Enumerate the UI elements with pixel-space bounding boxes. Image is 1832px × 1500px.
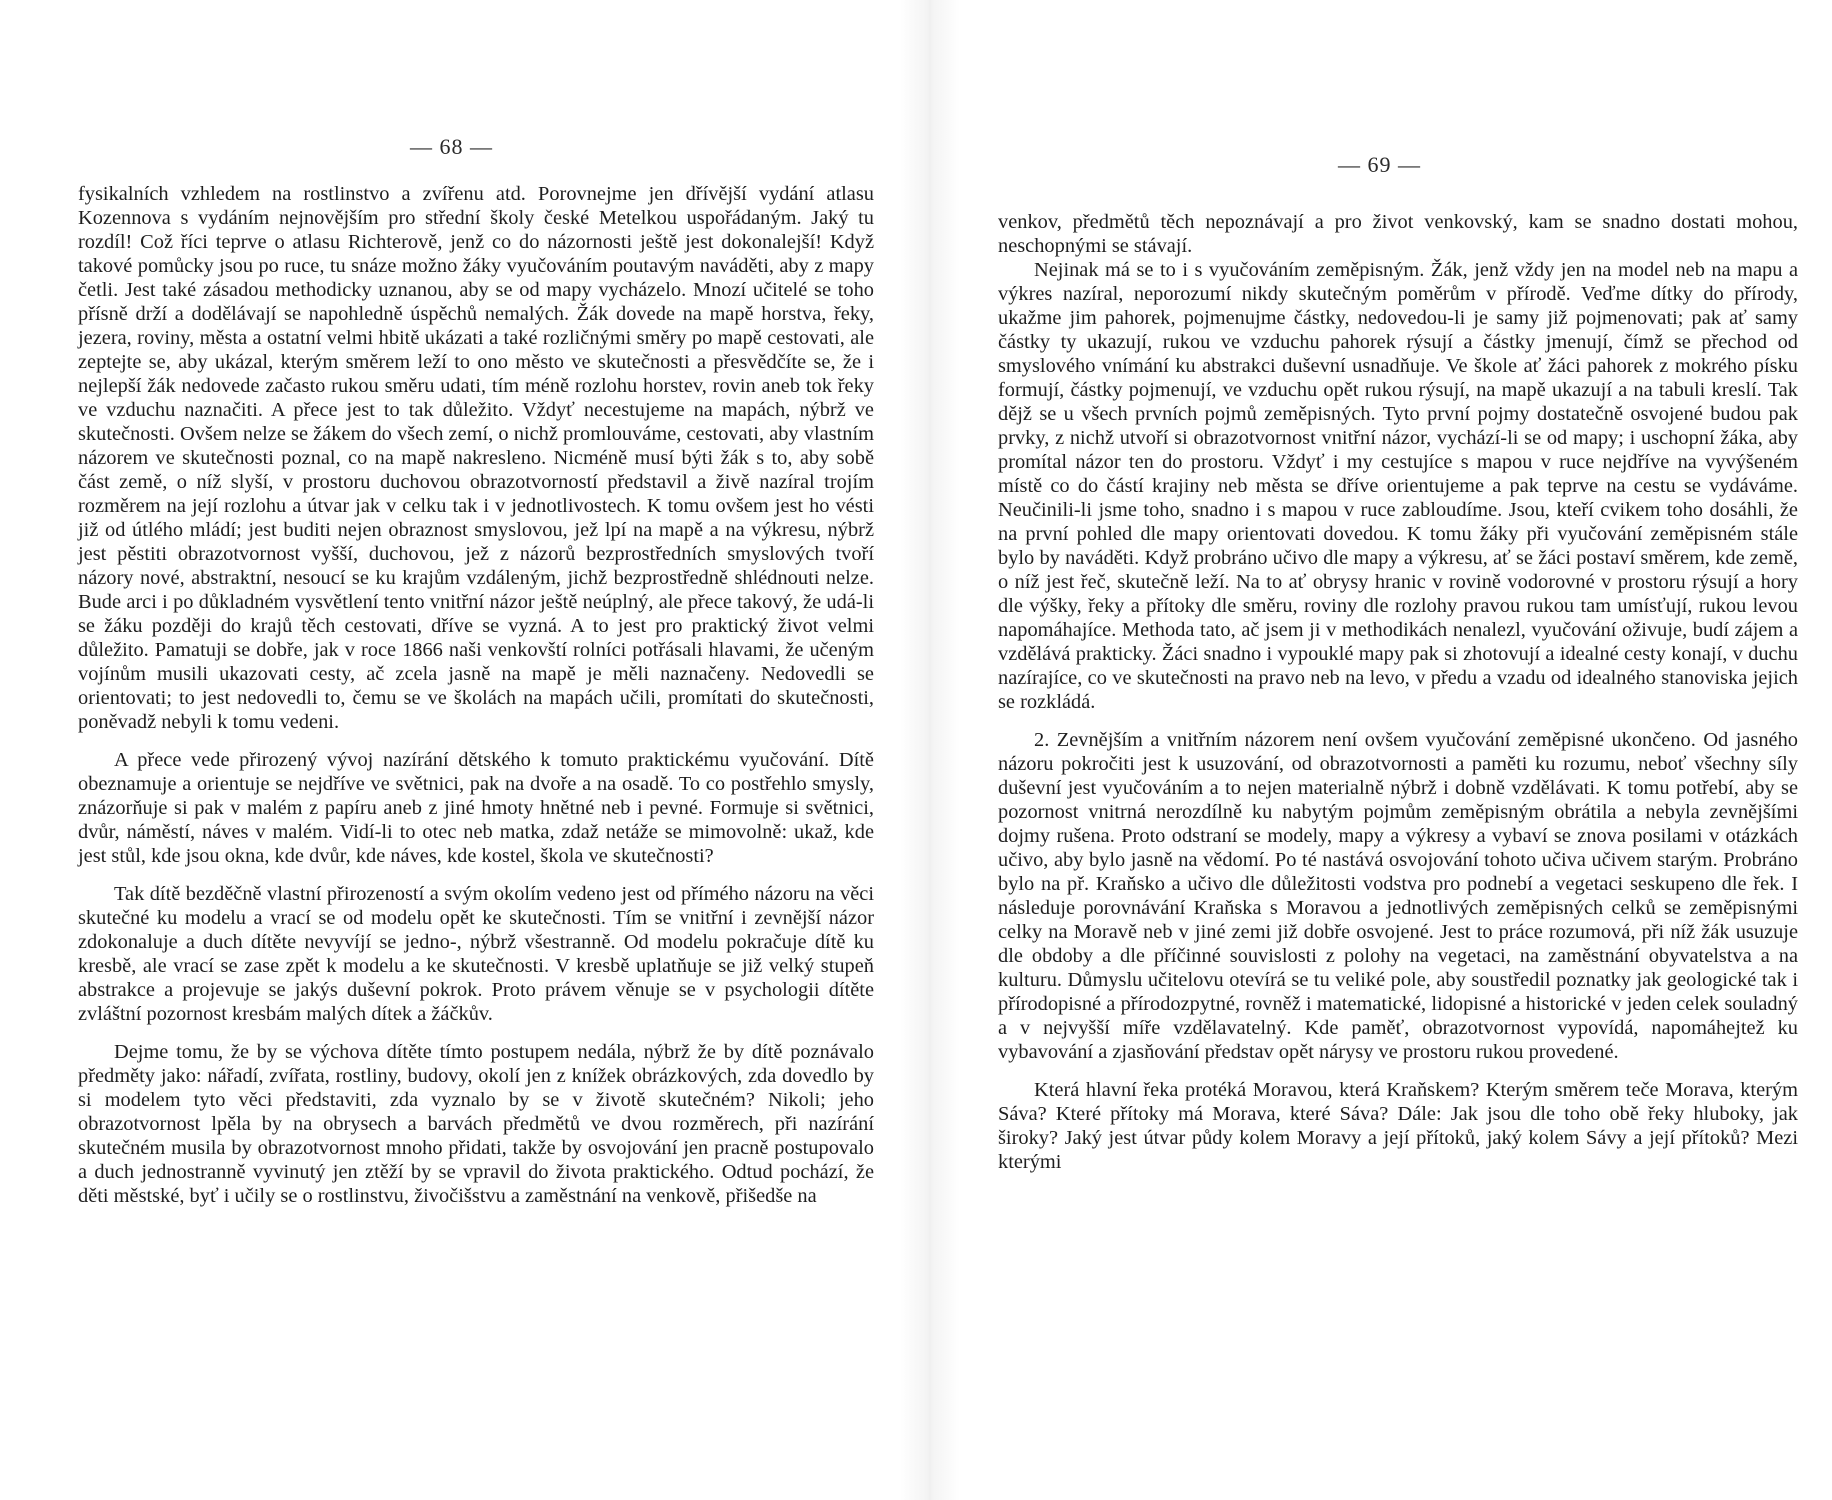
paragraph: Nejinak má se to i s vyučováním zeměpisným. Žák, jenž vždy jen na model neb na mapu a výkres nazíral, neporozumí nikdy skutečným poměrům v přírodě. Veďme dítky do přírody, ukažme jim pahorek, pojmenujme částky, nedovedou-li je samy již pojmenovati; pak ať samy částky ty ukazují, rukou ve vzduchu pahorek rýsují a částky jmenují, čímž se přechod od smyslového vnímání ku abstrakci duševní usnadňuje. Ve škole ať žáci pahorek z mokrého písku formují, částky pojmenují, ve vzduchu opět rukou rýsují, na mapě ukazují a na tabuli kreslí. Tak dějž se u všech prvních pojmů zeměpisných. Tyto první pojmy dostatečně osvojené budou pak prvky, z nichž utvoří si obrazotvornost vnitřní názor, vychází-li se od mapy; i uschopní žáka, aby promítal názor ten do prostoru. Vždyť i my cestujíce s mapou v ruce nejdříve na vyvýšeném místě co do částí krajiny neb města se dříve orientujeme a pak teprve na cestu se vydáváme. Neučinili-li jsme toho, snadno i s mapou v ruce zabloudíme. Jsou, kteří cvikem toho dosáhli, že na první pohled dle mapy orientovati dovedou. K tomu žáky při vyučování zeměpisném stále bylo by naváděti. Když probráno učivo dle mapy a výkresu, ať se žáci postaví směrem, kde země, o níž jest řeč, skutečně leží. Na to ať obrysy hranic v rovině vodorovné v prostoru rýsují a hory dle výšky, řeky a přítoky dle směru, roviny dle rozlohy pravou rukou tam umísťují, rukou levou napomáhajíce. Methoda tato, ač jsem ji v methodikách nenalezl, vyučování oživuje, budí zájem a vzdělává prakticky. Žáci snadno i vypouklé mapy pak si zhotovují a idealné cesty konají, v duchu nazírajíce, co ve skutečnosti na pravo neb na levo, v předu a vzadu od idealného stanoviska jejich se rozkládá. <box>998 259 1798 713</box>
paragraph: 2. Zevnějším a vnitřním názorem není ovšem vyučování zeměpisné ukončeno. Od jasného názoru pokročiti jest k usuzování, od obrazotvornosti a paměti ku rozumu, neboť všechny síly duševní jest vyučováním a to nejen materialně nýbrž i dobně vzdělávati. K tomu potřebí, aby se pozornost vnitrná nerozdílně ku nabytým pojmům zeměpisným obrátila a nebyla zevnějšími dojmy rušena. Proto odstraní se modely, mapy a výkresy a vybaví se znova posilami v otázkách učivo, aby bylo jasně na vědomí. Po té nastává osvojování tohoto učiva učivem starým. Probráno bylo na př. Kraňsko a učivo dle důležitosti vodstva pro podnebí a vegetaci seskupeno dle řek. I následuje porovnávání Kraňska s Moravou a jednotlivých zeměpisných celků se zeměpisnými celky na Moravě neb v jiné zemi již dobře osvojené. Jest to práce rozumová, při níž žák usuzuje dle obdoby a dle příčinné souvislosti z polohy na vegetaci, na zaměstnání obyvatelstva a na kulturu. Důmyslu učitelovu otevírá se tu veliké pole, aby soustředil poznatky jak geologické tak i přírodopisné a přírodozpytné, rovněž i matematické, lidopisné a historické v jeden celek souladný a v nejvyšší míře vzdělavatelný. Kde paměť, obrazotvornost vypovídá, napomáhejtež ku vybavování a zjasňování představ opět nárysy ve prostoru rukou provedené. <box>998 729 1798 1063</box>
right-text-column <box>998 210 1798 1174</box>
paragraph: Dejme tomu, že by se výchova dítěte tímto postupem nedála, nýbrž že by dítě poznávalo předměty jako: nářadí, zvířata, rostliny, budovy, okolí jen z knížek obrázkových, zda dovedlo by si modelem tyto věci představiti, zda vyznalo by se v životě skutečném? Nikoli; jeho obrazotvornost lpěla by na obrysech a barvách předmětů ve dvou rozměrech, při nazírání skutečném musila by obrazotvornost mnoho přidati, takže by osvojování jen pracně postupovalo a duch jednostranně vyvinutý jen ztěží by se vpravil do života praktického. Odtud pochází, že děti městské, byť i učily se o rostlinstvu, živočišstvu a zaměstnání na venkově, přišedše na <box>78 1041 874 1207</box>
page-number-left: — 68 — <box>410 134 493 159</box>
page-number-right: — 69 — <box>1338 152 1421 177</box>
paragraph: Která hlavní řeka protéká Moravou, která Kraňskem? Kterým směrem teče Morava, kterým Sáva? Které přítoky má Morava, které Sáva? Dále: Jak jsou dle toho obě řeky hluboky, jak široky? Jaký jest útvar půdy kolem Moravy a její přítoků, jaký kolem Sávy a její přítoků? Mezi kterými <box>998 1079 1798 1173</box>
paragraph: Tak dítě bezděčně vlastní přirozeností a svým okolím vedeno jest od přímého názoru na věci skutečné ku modelu a vrací se od modelu opět ke skutečnosti. Tím se vnitřní i zevnější názor zdokonaluje a duch dítěte nevyvíjí se jedno-, nýbrž všestranně. Od modelu pokračuje dítě ku kresbě, ale vrací se zase zpět k modelu a ke skutečnosti. V kresbě uplatňuje se již velký stupeň abstrakce a projevuje se jakýs duševní pokrok. Proto právem věnuje se v psychologii dítěte zvláštní pozornost kresbám malých dítek a žáčkův. <box>78 883 874 1025</box>
left-page <box>0 0 900 1500</box>
book-gutter <box>900 0 960 1500</box>
right-page <box>960 0 1832 1500</box>
paragraph: fysikalních vzhledem na rostlinstvo a zvířenu atd. Porovnejme jen dřívější vydání atlasu Kozennova s vydáním nejnovějším pro střední školy české Metelkou uspořádaným. Jaký tu rozdíl! Což říci teprve o atlasu Richterově, jenž co do názornosti ještě jest dokonalejší! Když takové pomůcky jsou po ruce, tu snáze možno žáky vyučováním poutavým naváděti, aby z mapy četli. Jest také zásadou methodicky uznanou, aby se od mapy vycházelo. Mnozí učitelé se toho přísně drží a dodělávají se napohledně úspěchů nemalých. Žák dovede na mapě horstva, řeky, jezera, roviny, města a ostatní velmi hbitě ukázati a také rozličnými směry po mapě cestovati, ale zeptejte se, aby ukázal, kterým směrem leží to ono město ve skutečnosti a přesvědčíte se, že i nejlepší žák nedovede začasto rukou směru udati, tím méně rozlohu horstev, rovin aneb tok řeky ve vzduchu naznačiti. A přece jest to tak důležito. Vždyť necestujeme na mapách, nýbrž ve skutečnosti. Ovšem nelze se žákem do všech zemí, o nichž promlouváme, cestovati, aby vlastním názorem ve skutečnosti poznal, co na mapě nakresleno. Nicméně musí býti žák s to, aby sobě část země, o níž slyší, v prostoru duchovou obrazotvorností představil a živě nazíral trojím rozměrem na její rozlohu a útvar jak v celku tak i v jednotlivostech. K tomu ovšem jest ho vésti již od útlého mládí; jest buditi nejen obraznost smyslovou, jež lpí na mapě a na výkresu, nýbrž jest pěstiti obrazotvornost vyšší, duchovou, jež z názorů bezprostředních smyslových tvoří názory nové, abstraktní, nesoucí se ku krajům vzdáleným, jichž bezprostředně shlédnouti nelze. Bude arci i po důkladném vysvětlení tento vnitřní názor ještě neúplný, ale přece takový, že udá-li se žáku později do krajů těch cestovati, dříve se vyzná. A to jest pro praktický život velmi důležito. Pamatuji se dobře, jak v roce 1866 naši venkovští rolníci potřásali hlavami, že učeným vojínům musili ukazovati cesty, ač zcela jasně na mapě je měli naznačeny. Nedovedli se orientovati; to jest nedovedli to, čemu se ve školách na mapách učili, promítati do skutečnosti, poněvadž nebyli k tomu vedeni. <box>78 183 874 733</box>
left-text-column <box>78 182 874 1208</box>
paragraph: A přece vede přirozený vývoj nazírání dětského k tomuto praktickému vyučování. Dítě obeznamuje a orientuje se nejdříve ve světnici, pak na dvoře a na osadě. To co postřehlo smysly, znázorňuje si pak v malém z papíru aneb z jiné hmoty hnětné neb i pevné. Formuje si světnici, dvůr, náměstí, náves v malém. Vidí-li to otec neb matka, zdaž netáže se mimovolně: ukaž, kde jest stůl, kde jsou okna, kde dvůr, kde náves, kde kostel, škola ve skutečnosti? <box>78 749 874 867</box>
paragraph: venkov, předmětů těch nepoznávají a pro život venkovský, kam se snadno dostati mohou, neschopnými se stávají. <box>998 211 1798 257</box>
